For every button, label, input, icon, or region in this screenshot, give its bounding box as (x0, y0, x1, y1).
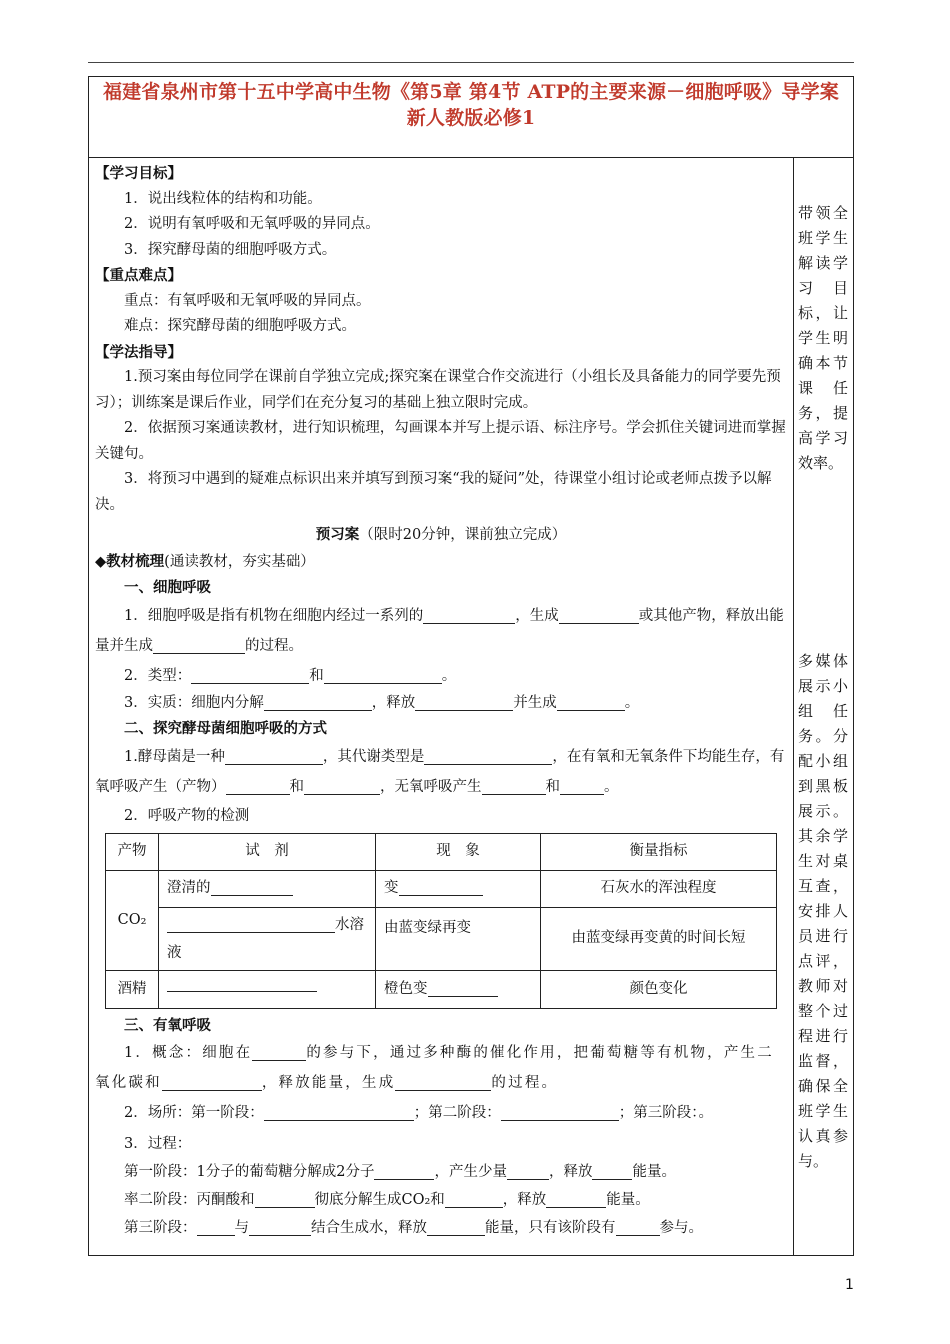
fill-blank[interactable] (226, 776, 290, 795)
fill-blank[interactable] (507, 1161, 549, 1180)
fill-blank[interactable] (546, 1189, 606, 1208)
main-content (89, 157, 793, 1242)
stage3: 第三阶段： 与 结合生成水，释放 能量，只有该阶段有 参与。 (95, 1214, 787, 1242)
fill-blank[interactable] (167, 914, 335, 933)
fill-blank[interactable] (153, 635, 245, 654)
title-cell (89, 77, 853, 158)
textbook-sort-bold: ◆教材梳理 (95, 552, 165, 570)
fill-blank[interactable] (324, 665, 442, 684)
fill-blank[interactable] (249, 1217, 311, 1236)
phenomenon-cell: 由蓝变绿再变 (376, 908, 541, 971)
fill-blank[interactable] (395, 1072, 491, 1091)
table-header: 现 象 (376, 834, 541, 871)
difficulty-text: 难点：探究酵母菌的细胞呼吸方式。 (124, 318, 356, 334)
reagent-cell (159, 971, 376, 1009)
phenomenon-cell: 橙色变 (376, 971, 541, 1009)
fill-blank[interactable] (482, 776, 546, 795)
fill-blank[interactable] (415, 692, 513, 711)
preview-title (95, 522, 787, 549)
teacher-note-2: 多媒体展示小组任务。分配小组到黑板展示。其余学生对桌互查，安排人员进行点评，教师对整个过程进行监督，确保全班学生认真参与。 (798, 652, 848, 1170)
fill-blank[interactable] (424, 746, 552, 765)
part3-q2: 2．场所：第一阶段： ；第二阶段： ；第三阶段：。 (95, 1098, 787, 1128)
guide-item: 2．依据预习案通读教材，进行知识梳理，勾画课本并写上提示语、标注序号。学会抓住关键词进而掌握关键句。 (95, 420, 786, 462)
fill-blank[interactable] (501, 1102, 619, 1121)
fill-blank[interactable] (428, 978, 498, 997)
part3-q3: 3．过程： (124, 1136, 192, 1152)
table-header-row (106, 834, 777, 871)
table-header: 产物 (106, 834, 159, 871)
fill-blank[interactable] (162, 1072, 262, 1091)
goal-item: 2．说明有氧呼吸和无氧呼吸的异同点。 (124, 216, 380, 232)
preview-title-bold: 预习案 (315, 526, 360, 543)
fill-blank[interactable] (592, 1161, 632, 1180)
fill-blank[interactable] (252, 1042, 306, 1061)
goal-item: 3．探究酵母菌的细胞呼吸方式。 (124, 241, 337, 258)
textbook-sort (95, 549, 787, 576)
detection-table (105, 833, 777, 1009)
reagent-cell: 水溶 液 (159, 908, 376, 971)
part2-q1: 1.酵母菌是一种 ，其代谢类型是 ，在有氧和无氧条件下均能生存，有氧呼吸产生（产物） 和 ，无氧呼吸产生 和 。 (95, 742, 787, 802)
goal-item: 1．说出线粒体的结构和功能。 (124, 190, 322, 207)
part1-q1: 1．细胞呼吸是指有机物在细胞内经过一系列的 ，生成 或其他产物，释放出能量并生成 的过程。 (95, 601, 787, 661)
phenomenon-cell: 变 (376, 871, 541, 908)
part3-q1: 1．概念：细胞在 的参与下，通过多种酶的催化作用，把葡萄糖等有机物，产生二氧化碳和 ，释放能量，生成 的过程。 (95, 1038, 787, 1098)
header-rule (88, 62, 854, 63)
part2-q2: 2．呼吸产物的检测 (124, 807, 250, 824)
fill-blank[interactable] (167, 973, 317, 992)
metric-cell: 石灰水的浑浊程度 (541, 871, 777, 908)
guide-heading: 【学法指导】 (95, 343, 182, 361)
textbook-sort-rest: (通读教材，夯实基础） (164, 553, 315, 570)
fill-blank[interactable] (255, 1189, 315, 1208)
fill-blank[interactable] (304, 776, 380, 795)
part1-q3: 3．实质：细胞内分解 ，释放 并生成 。 (95, 691, 787, 717)
page-title: 福建省泉州市第十五中学高中生物《第5章 第4节 ATP的主要来源－细胞呼吸》导学案 新人教版必修1 (102, 81, 839, 129)
table-row (106, 871, 777, 908)
fill-blank[interactable] (560, 776, 604, 795)
fill-blank[interactable] (423, 605, 515, 624)
fill-blank[interactable] (427, 1217, 485, 1236)
part3-heading: 三、有氧呼吸 (124, 1016, 211, 1034)
part2-heading: 二、探究酵母菌细胞呼吸的方式 (124, 720, 327, 737)
keypoints-heading: 【重点难点】 (95, 267, 182, 284)
part1-heading: 一、细胞呼吸 (124, 579, 211, 596)
ethanol-cell: 酒精 (106, 971, 159, 1009)
fill-blank[interactable] (445, 1189, 503, 1208)
fill-blank[interactable] (559, 605, 639, 624)
fill-blank[interactable] (557, 692, 625, 711)
stage2: 率二阶段：丙酮酸和 彻底分解生成CO₂和 ，释放 能量。 (95, 1186, 787, 1214)
fill-blank[interactable] (264, 692, 372, 711)
teacher-note-1: 带领全班学生解读学习目标，让学生明确本节课任务，提高学习效率。 (798, 204, 848, 472)
fill-blank[interactable] (264, 1102, 414, 1121)
co2-cell: CO₂ (106, 871, 159, 971)
reagent-cell: 澄清的 (159, 871, 376, 908)
table-header: 衡量指标 (541, 834, 777, 871)
stage1: 第一阶段：1分子的葡萄糖分解成2分子 ，产生少量 ，释放 能量。 (95, 1158, 787, 1186)
table-row (106, 971, 777, 1009)
worksheet-table (88, 76, 854, 1256)
fill-blank[interactable] (225, 746, 323, 765)
table-row (106, 908, 777, 971)
page-number: 1 (845, 1277, 854, 1293)
metric-cell: 颜色变化 (541, 971, 777, 1009)
metric-cell: 由蓝变绿再变黄的时间长短 (541, 908, 777, 971)
fill-blank[interactable] (374, 1161, 434, 1180)
table-header: 试 剂 (159, 834, 376, 871)
fill-blank[interactable] (399, 877, 483, 896)
part1-q2: 2．类型： 和 。 (95, 661, 787, 691)
fill-blank[interactable] (191, 665, 309, 684)
fill-blank[interactable] (197, 1217, 235, 1236)
guide-item: 1.预习案由每位同学在课前自学独立完成;探究案在课堂合作交流进行（小组长及具备能力的同学要先预习）；训练案是课后作业，同学们在充分复习的基础上独立限时完成。 (95, 369, 781, 411)
fill-blank[interactable] (211, 877, 293, 896)
focus-text: 重点：有氧呼吸和无氧呼吸的异同点。 (124, 292, 371, 309)
preview-title-rest: （限时20分钟，课前独立完成） (359, 527, 567, 543)
guide-item: 3．将预习中遇到的疑难点标识出来并填写到预习案“我的疑问”处，待课堂小组讨论或老师点拨予以解决。 (95, 471, 772, 513)
fill-blank[interactable] (616, 1217, 660, 1236)
goals-heading: 【学习目标】 (95, 165, 182, 182)
